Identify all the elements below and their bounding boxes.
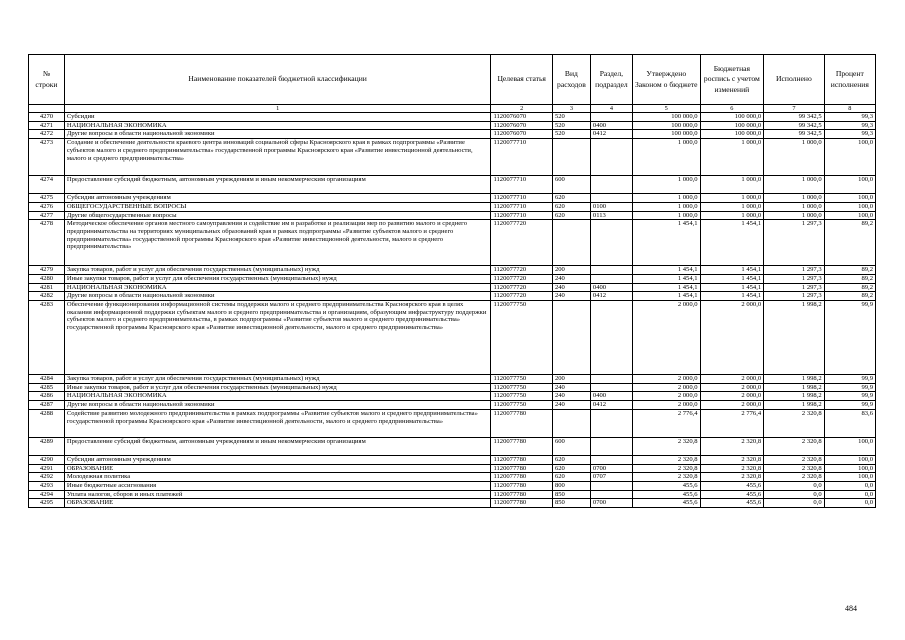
row-expense-kind: 240 — [552, 401, 590, 410]
row-budget-painting: 2 320,8 — [700, 437, 764, 455]
row-budget-painting: 2 000,0 — [700, 401, 764, 410]
row-expense-kind: 850 — [552, 490, 590, 499]
row-budget-painting: 100 000,0 — [700, 121, 764, 130]
row-percent: 99,9 — [824, 383, 875, 392]
row-section: 0100 — [590, 202, 632, 211]
column-number: 4 — [590, 105, 632, 113]
header-budget-painting: Бюджетная роспись с учетом изменений — [700, 55, 764, 105]
column-number: 5 — [632, 105, 700, 113]
row-executed: 2 320,8 — [764, 437, 825, 455]
row-executed: 1 297,3 — [764, 220, 825, 266]
header-percent: Процент исполнения — [824, 55, 875, 105]
row-name: НАЦИОНАЛЬНАЯ ЭКОНОМИКА — [64, 283, 491, 292]
row-target-item: 1120077780 — [491, 409, 553, 437]
row-number: 4274 — [29, 176, 65, 194]
row-percent: 99,3 — [824, 113, 875, 122]
row-section: 0412 — [590, 130, 632, 139]
row-target-item: 1120076070 — [491, 121, 553, 130]
row-section: 0400 — [590, 121, 632, 130]
row-target-item: 1120077750 — [491, 301, 553, 375]
row-budget-painting: 2 320,8 — [700, 455, 764, 464]
row-approved: 2 320,8 — [632, 473, 700, 482]
row-name: Закупка товаров, работ и услуг для обеспечения государственных (муниципальных) нужд — [64, 375, 491, 384]
row-approved: 1 454,1 — [632, 274, 700, 283]
row-approved: 100 000,0 — [632, 121, 700, 130]
row-section — [590, 375, 632, 384]
row-expense-kind: 240 — [552, 383, 590, 392]
row-number: 4270 — [29, 113, 65, 122]
row-section: 0400 — [590, 392, 632, 401]
row-name: Иные закупки товаров, работ и услуг для обеспечения государственных (муниципальных) нужд — [64, 274, 491, 283]
row-approved: 455,6 — [632, 490, 700, 499]
row-budget-painting: 2 776,4 — [700, 409, 764, 437]
row-executed: 1 297,3 — [764, 283, 825, 292]
row-expense-kind: 520 — [552, 113, 590, 122]
row-percent: 100,0 — [824, 211, 875, 220]
row-target-item: 1120077780 — [491, 437, 553, 455]
row-budget-painting: 455,6 — [700, 499, 764, 508]
table-row — [29, 481, 876, 490]
row-target-item: 1120077780 — [491, 464, 553, 473]
row-number: 4272 — [29, 130, 65, 139]
table-row — [29, 401, 876, 410]
row-budget-painting: 1 454,1 — [700, 266, 764, 275]
row-name: ОБЩЕГОСУДАРСТВЕННЫЕ ВОПРОСЫ — [64, 202, 491, 211]
row-expense-kind: 620 — [552, 464, 590, 473]
row-target-item: 1120077710 — [491, 202, 553, 211]
row-expense-kind: 600 — [552, 437, 590, 455]
column-number: 2 — [491, 105, 553, 113]
table-row — [29, 409, 876, 437]
row-number: 4286 — [29, 392, 65, 401]
row-executed: 0,0 — [764, 481, 825, 490]
row-executed: 1 297,3 — [764, 274, 825, 283]
row-name: Другие вопросы в области национальной экономики — [64, 401, 491, 410]
row-expense-kind — [552, 409, 590, 437]
row-percent: 83,6 — [824, 409, 875, 437]
row-number: 4287 — [29, 401, 65, 410]
row-percent: 0,0 — [824, 490, 875, 499]
page-number: 484 — [845, 604, 857, 613]
row-approved: 2 000,0 — [632, 392, 700, 401]
row-approved: 1 000,0 — [632, 194, 700, 203]
row-executed: 0,0 — [764, 490, 825, 499]
row-approved: 455,6 — [632, 499, 700, 508]
row-name: Иные закупки товаров, работ и услуг для обеспечения государственных (муниципальных) нужд — [64, 383, 491, 392]
row-expense-kind — [552, 301, 590, 375]
row-percent: 89,2 — [824, 220, 875, 266]
row-executed: 1 998,2 — [764, 401, 825, 410]
row-target-item: 1120077720 — [491, 292, 553, 301]
row-percent: 100,0 — [824, 194, 875, 203]
row-section — [590, 194, 632, 203]
row-executed: 2 320,8 — [764, 409, 825, 437]
row-executed: 1 000,0 — [764, 194, 825, 203]
row-budget-painting: 2 000,0 — [700, 375, 764, 384]
row-target-item: 1120077780 — [491, 455, 553, 464]
row-section — [590, 383, 632, 392]
table-row — [29, 194, 876, 203]
row-approved: 1 000,0 — [632, 139, 700, 176]
row-name: Содействие развитию молодежного предпринимательства в рамках подпрограммы «Развитие субъектов малого и среднего предпринимательства» государственной программы Красноярского края «Развитие инвестиционной деятельности, малого и среднего предпринимательства» — [64, 409, 491, 437]
row-expense-kind: 620 — [552, 455, 590, 464]
row-number: 4282 — [29, 292, 65, 301]
row-approved: 455,6 — [632, 481, 700, 490]
row-approved: 1 454,1 — [632, 283, 700, 292]
row-section — [590, 274, 632, 283]
row-executed: 99 342,5 — [764, 130, 825, 139]
row-target-item: 1120077750 — [491, 375, 553, 384]
row-executed: 1 000,0 — [764, 139, 825, 176]
row-executed: 1 000,0 — [764, 176, 825, 194]
row-budget-painting: 1 000,0 — [700, 202, 764, 211]
row-section — [590, 113, 632, 122]
row-name: Иные бюджетные ассигнования — [64, 481, 491, 490]
table-row — [29, 274, 876, 283]
row-section: 0700 — [590, 464, 632, 473]
row-expense-kind — [552, 139, 590, 176]
table-row — [29, 383, 876, 392]
row-target-item: 1120076070 — [491, 130, 553, 139]
row-number: 4281 — [29, 283, 65, 292]
row-percent: 100,0 — [824, 455, 875, 464]
header-row — [29, 55, 876, 105]
row-target-item: 1120077720 — [491, 220, 553, 266]
row-section — [590, 139, 632, 176]
table-row — [29, 130, 876, 139]
row-percent: 99,9 — [824, 392, 875, 401]
row-executed: 99 342,5 — [764, 121, 825, 130]
budget-table — [28, 54, 876, 508]
column-number: 7 — [764, 105, 825, 113]
table-row — [29, 464, 876, 473]
row-expense-kind: 520 — [552, 121, 590, 130]
row-name: Уплата налогов, сборов и иных платежей — [64, 490, 491, 499]
row-percent: 99,9 — [824, 375, 875, 384]
table-row — [29, 375, 876, 384]
row-target-item: 1120077780 — [491, 481, 553, 490]
row-executed: 1 998,2 — [764, 392, 825, 401]
row-number: 4294 — [29, 490, 65, 499]
row-approved: 1 000,0 — [632, 202, 700, 211]
row-number: 4289 — [29, 437, 65, 455]
row-name: Молодежная политика — [64, 473, 491, 482]
header-expense-kind: Вид расходов — [552, 55, 590, 105]
row-approved: 2 776,4 — [632, 409, 700, 437]
row-executed: 99 342,5 — [764, 113, 825, 122]
row-expense-kind: 200 — [552, 266, 590, 275]
column-number: 3 — [552, 105, 590, 113]
table-row — [29, 121, 876, 130]
row-target-item: 1120077750 — [491, 392, 553, 401]
row-budget-painting: 1 000,0 — [700, 211, 764, 220]
table-row — [29, 292, 876, 301]
row-approved: 1 000,0 — [632, 176, 700, 194]
row-section — [590, 481, 632, 490]
row-percent: 100,0 — [824, 202, 875, 211]
row-section: 0707 — [590, 473, 632, 482]
row-name: Субсидии автономным учреждениям — [64, 194, 491, 203]
row-executed: 1 998,2 — [764, 301, 825, 375]
row-percent: 89,2 — [824, 283, 875, 292]
row-target-item: 1120077780 — [491, 490, 553, 499]
row-expense-kind: 240 — [552, 274, 590, 283]
row-number: 4280 — [29, 274, 65, 283]
row-percent: 100,0 — [824, 464, 875, 473]
row-budget-painting: 100 000,0 — [700, 113, 764, 122]
row-name: ОБРАЗОВАНИЕ — [64, 499, 491, 508]
row-expense-kind: 520 — [552, 130, 590, 139]
row-name: НАЦИОНАЛЬНАЯ ЭКОНОМИКА — [64, 392, 491, 401]
row-budget-painting: 1 454,1 — [700, 283, 764, 292]
row-expense-kind: 800 — [552, 481, 590, 490]
row-budget-painting: 1 000,0 — [700, 194, 764, 203]
row-percent: 99,3 — [824, 130, 875, 139]
row-executed: 2 320,8 — [764, 464, 825, 473]
row-expense-kind: 620 — [552, 202, 590, 211]
row-budget-painting: 2 320,8 — [700, 464, 764, 473]
row-percent: 100,0 — [824, 437, 875, 455]
row-expense-kind: 620 — [552, 211, 590, 220]
row-executed: 1 297,3 — [764, 292, 825, 301]
row-number: 4283 — [29, 301, 65, 375]
row-expense-kind — [552, 220, 590, 266]
row-section: 0700 — [590, 499, 632, 508]
table-row — [29, 499, 876, 508]
row-target-item: 1120076070 — [491, 113, 553, 122]
row-section: 0400 — [590, 283, 632, 292]
row-approved: 2 320,8 — [632, 437, 700, 455]
table-row — [29, 113, 876, 122]
table-row — [29, 437, 876, 455]
row-expense-kind: 600 — [552, 176, 590, 194]
row-percent: 0,0 — [824, 499, 875, 508]
table-row — [29, 139, 876, 176]
table-row — [29, 283, 876, 292]
row-target-item: 1120077710 — [491, 211, 553, 220]
row-number: 4292 — [29, 473, 65, 482]
header-approved: Утверждено Законом о бюджете — [632, 55, 700, 105]
header-indicator-name: Наименование показателей бюджетной классификации — [64, 55, 491, 105]
row-name: Другие вопросы в области национальной экономики — [64, 292, 491, 301]
row-percent: 99,9 — [824, 301, 875, 375]
row-executed: 1 000,0 — [764, 211, 825, 220]
row-name: Другие вопросы в области национальной экономики — [64, 130, 491, 139]
table-row — [29, 176, 876, 194]
row-approved: 2 320,8 — [632, 464, 700, 473]
table-row — [29, 202, 876, 211]
row-name: Предоставление субсидий бюджетным, автономным учреждениям и иным некоммерческим организациям — [64, 437, 491, 455]
row-number: 4285 — [29, 383, 65, 392]
row-name: Обеспечение функционирования информационной системы поддержки малого и среднего предпринимательства Красноярского края в целях оказания информационной поддержки субъектам малого и среднего предпринимательства и организациям, образующим инфраструктуру поддержки субъектов малого и среднего предпринимательства, в рамках подпрограммы «Развитие субъектов малого и среднего предпринимательства» государственной программы Красноярского края «Развитие инвестиционной деятельности, малого и среднего предпринимательства» — [64, 301, 491, 375]
row-target-item: 1120077750 — [491, 383, 553, 392]
row-percent: 100,0 — [824, 139, 875, 176]
row-section — [590, 490, 632, 499]
row-budget-painting: 2 320,8 — [700, 473, 764, 482]
row-budget-painting: 455,6 — [700, 490, 764, 499]
row-budget-painting: 2 000,0 — [700, 383, 764, 392]
table-row — [29, 490, 876, 499]
row-expense-kind: 200 — [552, 375, 590, 384]
column-number-row — [29, 105, 876, 113]
row-executed: 1 998,2 — [764, 375, 825, 384]
row-name: Предоставление субсидий бюджетным, автономным учреждениям и иным некоммерческим организациям — [64, 176, 491, 194]
row-percent: 100,0 — [824, 473, 875, 482]
row-expense-kind: 240 — [552, 292, 590, 301]
row-approved: 1 000,0 — [632, 211, 700, 220]
row-expense-kind: 850 — [552, 499, 590, 508]
row-approved: 100 000,0 — [632, 113, 700, 122]
row-section: 0412 — [590, 292, 632, 301]
row-approved: 1 454,1 — [632, 292, 700, 301]
row-name: Субсидии автономным учреждениям — [64, 455, 491, 464]
row-approved: 100 000,0 — [632, 130, 700, 139]
row-number: 4278 — [29, 220, 65, 266]
row-approved: 2 000,0 — [632, 301, 700, 375]
row-number: 4284 — [29, 375, 65, 384]
row-budget-painting: 2 000,0 — [700, 392, 764, 401]
column-number: 8 — [824, 105, 875, 113]
row-expense-kind: 240 — [552, 392, 590, 401]
row-approved: 1 454,1 — [632, 266, 700, 275]
row-approved: 2 000,0 — [632, 383, 700, 392]
row-executed: 0,0 — [764, 499, 825, 508]
table-row — [29, 473, 876, 482]
table-row — [29, 301, 876, 375]
row-budget-painting: 1 000,0 — [700, 176, 764, 194]
row-name: НАЦИОНАЛЬНАЯ ЭКОНОМИКА — [64, 121, 491, 130]
column-number — [29, 105, 65, 113]
row-number: 4291 — [29, 464, 65, 473]
row-percent: 89,2 — [824, 274, 875, 283]
row-budget-painting: 1 454,1 — [700, 274, 764, 283]
row-name: Создание и обеспечение деятельности краевого центра инноваций социальной сферы Красноярского края в рамках подпрограммы «Развитие субъектов малого и среднего предпринимательства» государственной программы Красноярского края «Развитие инвестиционной деятельности, малого и среднего предпринимательства» — [64, 139, 491, 176]
row-target-item: 1120077720 — [491, 274, 553, 283]
header-executed: Исполнено — [764, 55, 825, 105]
row-percent: 99,3 — [824, 121, 875, 130]
row-budget-painting: 1 454,1 — [700, 220, 764, 266]
row-section — [590, 220, 632, 266]
column-number: 6 — [700, 105, 764, 113]
row-percent: 89,2 — [824, 292, 875, 301]
row-expense-kind: 240 — [552, 283, 590, 292]
row-approved: 2 320,8 — [632, 455, 700, 464]
row-number: 4290 — [29, 455, 65, 464]
row-section: 0412 — [590, 401, 632, 410]
table-row — [29, 211, 876, 220]
row-number: 4288 — [29, 409, 65, 437]
row-name: ОБРАЗОВАНИЕ — [64, 464, 491, 473]
row-name: Другие общегосударственные вопросы — [64, 211, 491, 220]
row-number: 4276 — [29, 202, 65, 211]
row-number: 4279 — [29, 266, 65, 275]
row-budget-painting: 100 000,0 — [700, 130, 764, 139]
column-number: 1 — [64, 105, 491, 113]
row-executed: 1 000,0 — [764, 202, 825, 211]
row-number: 4295 — [29, 499, 65, 508]
row-target-item: 1120077720 — [491, 283, 553, 292]
header-target-item: Целевая статья — [491, 55, 553, 105]
row-section — [590, 301, 632, 375]
row-expense-kind: 620 — [552, 194, 590, 203]
row-section — [590, 266, 632, 275]
row-name: Субсидии — [64, 113, 491, 122]
row-approved: 2 000,0 — [632, 375, 700, 384]
row-number: 4277 — [29, 211, 65, 220]
row-executed: 1 297,3 — [764, 266, 825, 275]
row-section — [590, 409, 632, 437]
row-target-item: 1120077750 — [491, 401, 553, 410]
row-approved: 2 000,0 — [632, 401, 700, 410]
row-number: 4275 — [29, 194, 65, 203]
row-budget-painting: 1 000,0 — [700, 139, 764, 176]
row-target-item: 1120077710 — [491, 176, 553, 194]
row-number: 4273 — [29, 139, 65, 176]
table-row — [29, 455, 876, 464]
row-budget-painting: 455,6 — [700, 481, 764, 490]
row-target-item: 1120077710 — [491, 194, 553, 203]
row-target-item: 1120077780 — [491, 473, 553, 482]
row-budget-painting: 2 000,0 — [700, 301, 764, 375]
header-section: Раздел, подраздел — [590, 55, 632, 105]
row-target-item: 1120077780 — [491, 499, 553, 508]
row-number: 4271 — [29, 121, 65, 130]
row-target-item: 1120077710 — [491, 139, 553, 176]
row-executed: 2 320,8 — [764, 455, 825, 464]
row-executed: 2 320,8 — [764, 473, 825, 482]
row-section: 0113 — [590, 211, 632, 220]
row-approved: 1 454,1 — [632, 220, 700, 266]
header-row-number: № строки — [29, 55, 65, 105]
row-percent: 0,0 — [824, 481, 875, 490]
row-budget-painting: 1 454,1 — [700, 292, 764, 301]
row-name: Закупка товаров, работ и услуг для обеспечения государственных (муниципальных) нужд — [64, 266, 491, 275]
table-row — [29, 392, 876, 401]
row-target-item: 1120077720 — [491, 266, 553, 275]
row-percent: 100,0 — [824, 176, 875, 194]
row-section — [590, 437, 632, 455]
table-row — [29, 220, 876, 266]
row-section — [590, 455, 632, 464]
table-row — [29, 266, 876, 275]
row-percent: 99,9 — [824, 401, 875, 410]
row-number: 4293 — [29, 481, 65, 490]
row-name: Методическое обеспечение органов местного самоуправления и содействие им в разработке и реализации мер по развитию малого и среднего предпринимательства на территориях муниципальных образований края в рамках подпрограммы «Развитие субъектов малого и среднего предпринимательства» государственной программы Красноярского края «Развитие инвестиционной деятельности, малого и среднего предпринимательства» — [64, 220, 491, 266]
row-section — [590, 176, 632, 194]
row-percent: 89,2 — [824, 266, 875, 275]
row-executed: 1 998,2 — [764, 383, 825, 392]
row-expense-kind: 620 — [552, 473, 590, 482]
